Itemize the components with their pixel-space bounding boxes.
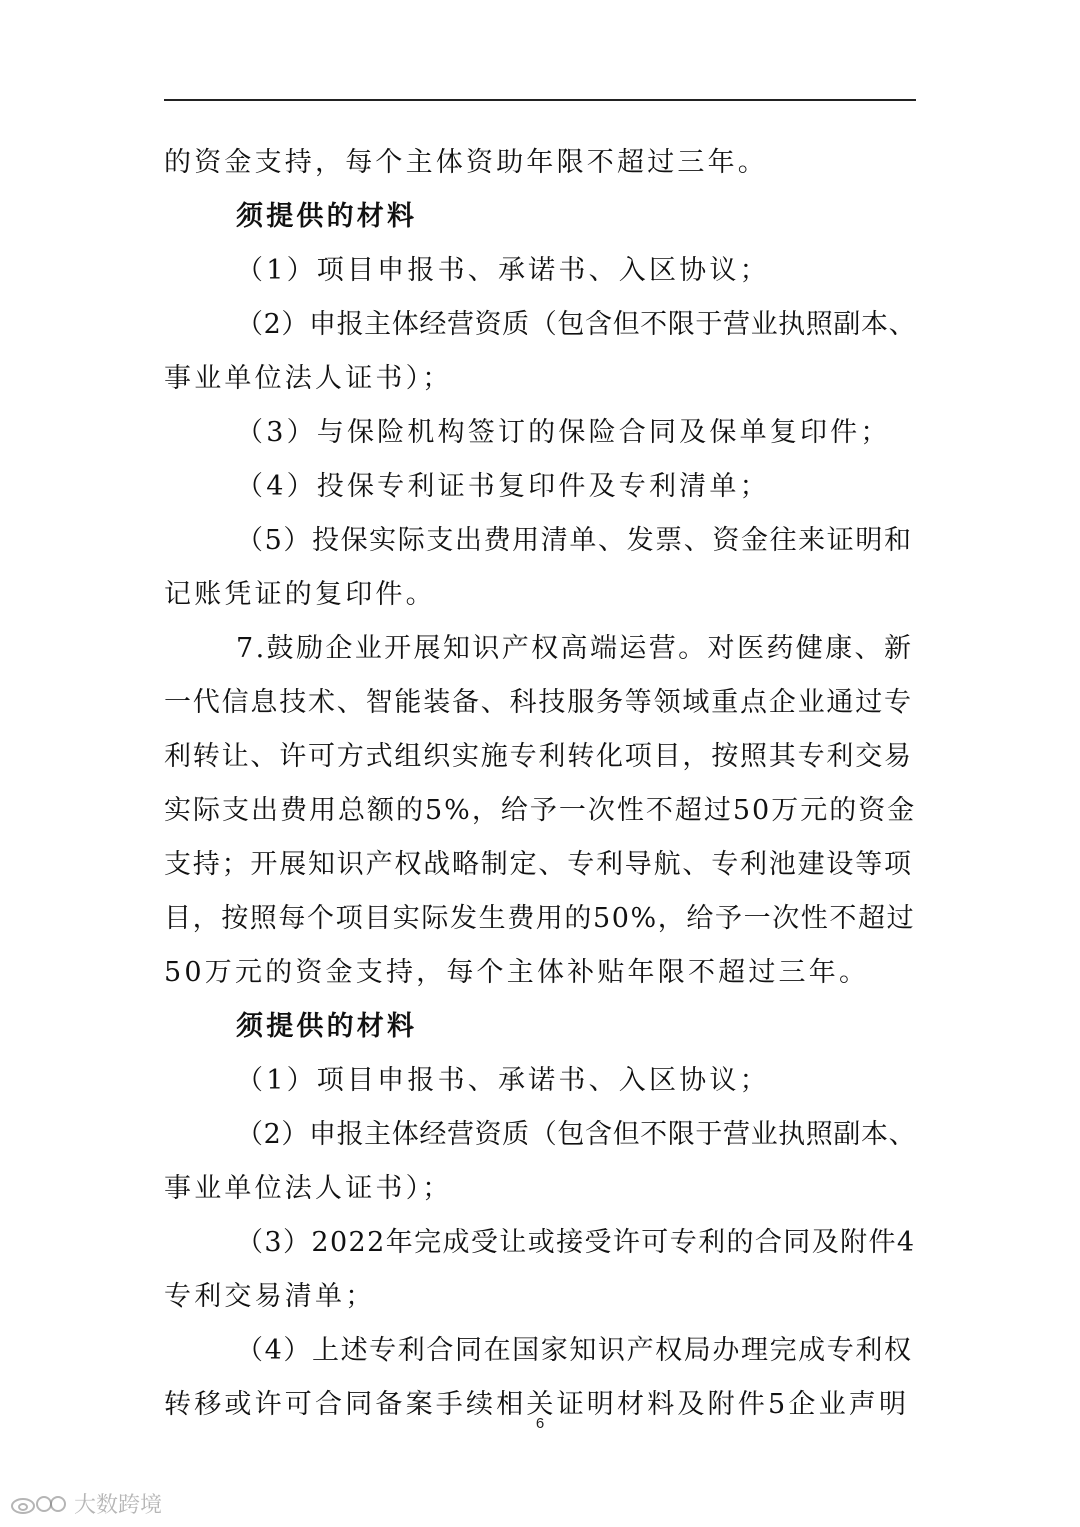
- section-heading: 须提供的材料: [236, 201, 418, 232]
- text-line: （2）申报主体经营资质（包含但不限于营业执照副本、: [236, 1119, 917, 1150]
- text-line: （3）与保险机构签订的保险合同及保单复印件；: [236, 417, 891, 448]
- text-line: 专利交易清单；: [164, 1281, 376, 1312]
- text-line: 实际支出费用总额的5%，给予一次性不超过50万元的资金: [164, 795, 917, 826]
- text-line: （3）2022年完成受让或接受许可专利的合同及附件4: [236, 1227, 916, 1258]
- weibo-logo-icon: [10, 1493, 68, 1515]
- text-line: 目，按照每个项目实际发生费用的50%，给予一次性不超过: [164, 903, 916, 934]
- page-number: 6: [535, 1415, 545, 1432]
- text-line: 一代信息技术、智能装备、科技服务等领域重点企业通过专: [164, 687, 913, 718]
- text-line: 50万元的资金支持，每个主体补贴年限不超过三年。: [164, 957, 870, 988]
- text-line: 7.鼓励企业开展知识产权高端运营。对医药健康、新: [236, 633, 914, 664]
- document-body: [164, 136, 916, 1432]
- text-line: 利转让、许可方式组织实施专利转化项目，按照其专利交易: [164, 741, 913, 772]
- text-line: （2）申报主体经营资质（包含但不限于营业执照副本、: [236, 309, 917, 340]
- watermark: [10, 1488, 162, 1519]
- text-line: （1）项目申报书、承诺书、入区协议；: [236, 1065, 770, 1096]
- text-line: 的资金支持，每个主体资助年限不超过三年。: [164, 147, 768, 178]
- header-rule: [164, 99, 916, 101]
- text-line: （4）上述专利合同在国家知识产权局办理完成专利权: [236, 1335, 913, 1366]
- text-line: （4）投保专利证书复印件及专利清单；: [236, 471, 770, 502]
- text-line: 事业单位法人证书）；: [164, 1173, 453, 1204]
- text-line: 支持；开展知识产权战略制定、专利导航、专利池建设等项: [164, 849, 913, 880]
- watermark-text: 大数跨境: [74, 1493, 163, 1518]
- text-line: （1）项目申报书、承诺书、入区协议；: [236, 255, 770, 286]
- text-line: 事业单位法人证书）；: [164, 363, 453, 394]
- text-line: 记账凭证的复印件。: [164, 579, 436, 610]
- section-heading: 须提供的材料: [236, 1011, 418, 1042]
- text-line: （5）投保实际支出费用清单、发票、资金往来证明和: [236, 525, 913, 556]
- text-line: 转移或许可合同备案手续相关证明材料及附件5企业声明: [164, 1389, 910, 1420]
